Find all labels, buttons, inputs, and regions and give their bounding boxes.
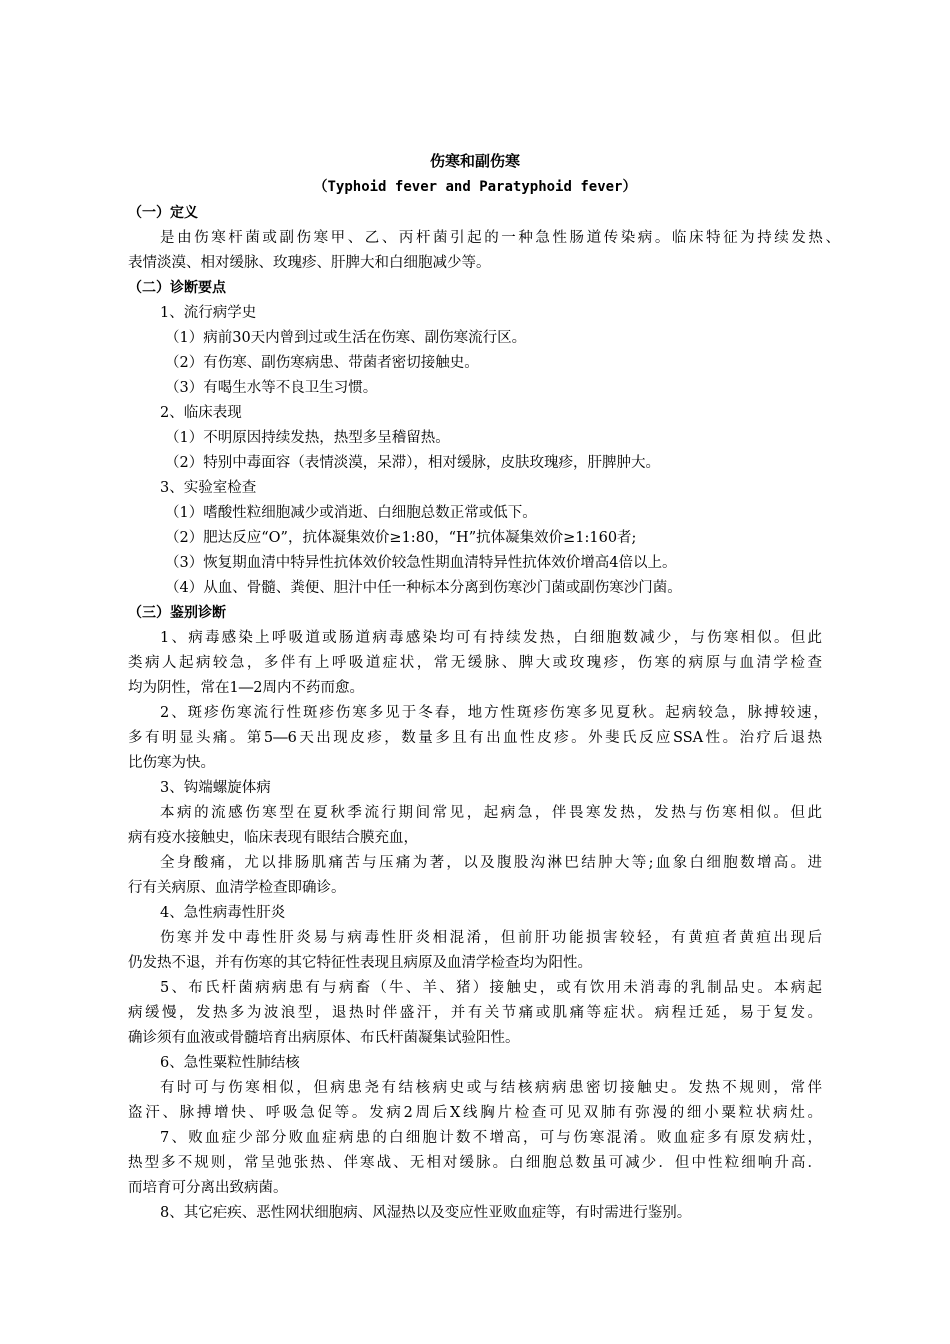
paragraph-line: 病缓慢，发热多为波浪型，退热时伴盛汗，并有关节痛或肌痛等症状。病程迁延，易于复发。 xyxy=(128,1005,822,1021)
list-item: （3）恢复期血清中特异性抗体效价较急性期血清特异性抗体效价增高4倍以上。 xyxy=(165,555,677,571)
paragraph-line: 7、败血症少部分败血症病患的白细胞计数不增高，可与伤寒混淆。败血症多有原发病灶， xyxy=(160,1130,822,1146)
paragraph-line: 是由伤寒杆菌或副伤寒甲、乙、丙杆菌引起的一种急性肠道传染病。临床特征为持续发热、 xyxy=(160,230,840,246)
list-item: （1）不明原因持续发热，热型多呈稽留热。 xyxy=(165,430,450,446)
paragraph-line: 行有关病原、血清学检查即确诊。 xyxy=(128,880,346,896)
paragraph-line: 盗汗、脉搏增快、呼吸急促等。发病2周后X线胸片检查可见双肺有弥漫的细小粟粒状病灶。 xyxy=(128,1105,822,1121)
paragraph-line: 确诊须有血液或骨髓培育出病原体、布氏杆菌凝集试验阳性。 xyxy=(128,1030,520,1046)
paragraph-line: 2、斑疹伤寒流行性斑疹伤寒多见于冬春，地方性斑疹伤寒多见夏秋。起病较急，脉搏较速， xyxy=(160,705,828,721)
section-heading-differential: （三）鉴别诊断 xyxy=(128,605,226,621)
paragraph-line: 热型多不规则，常呈弛张热、伴寒战、无相对缓脉。白细胞总数虽可减少．但中性粒细响升高． xyxy=(128,1155,822,1171)
paragraph-line: 本病的流感伤寒型在夏秋季流行期间常见，起病急，伴畏寒发热，发热与伤寒相似。但此 xyxy=(160,805,822,821)
paragraph-line: 仍发热不退，并有伤寒的其它特征性表现且病原及血清学检查均为阳性。 xyxy=(128,955,592,971)
paragraph-line: 3、钩端螺旋体病 xyxy=(160,780,271,796)
list-item: 1、流行病学史 xyxy=(160,305,257,321)
list-item: （2）肥达反应“O”，抗体凝集效价≥1:80，“H”抗体凝集效价≥1:160者; xyxy=(165,530,637,546)
paragraph-line: 1、病毒感染上呼吸道或肠道病毒感染均可有持续发热，白细胞数减少，与伤寒相似。但此 xyxy=(160,630,822,646)
paragraph-line: 病有疫水接触史，临床表现有眼结合膜充血， xyxy=(128,830,418,846)
section-heading-diagnosis: （二）诊断要点 xyxy=(128,280,226,296)
paragraph-line: 表情淡漠、相对缓脉、玫瑰疹、肝脾大和白细胞减少等。 xyxy=(128,255,491,271)
paragraph-line: 有时可与伤寒相似，但病患尧有结核病史或与结核病病患密切接触史。发热不规则，常伴 xyxy=(160,1080,822,1096)
paragraph-line: 类病人起病较急，多伴有上呼吸道症状，常无缓脉、脾大或玫瑰疹，伤寒的病原与血清学检查 xyxy=(128,655,822,671)
list-item: （1）嗜酸性粒细胞减少或消逝、白细胞总数正常或低下。 xyxy=(165,505,537,521)
document-subtitle: （Typhoid fever and Paratyphoid fever） xyxy=(313,179,637,195)
paragraph-line: 比伤寒为快。 xyxy=(128,755,215,771)
list-item: （2）有伤寒、副伤寒病患、带菌者密切接触史。 xyxy=(165,355,479,371)
list-item: （4）从血、骨髓、粪便、胆汁中任一种标本分离到伤寒沙门菌或副伤寒沙门菌。 xyxy=(165,580,682,596)
paragraph-line: 5、布氏杆菌病病患有与病畜（牛、羊、猪）接触史，或有饮用未消毒的乳制品史。本病起 xyxy=(160,980,822,996)
list-item: （3）有喝生水等不良卫生习惯。 xyxy=(165,380,378,396)
document-title: 伤寒和副伤寒 xyxy=(429,152,520,170)
paragraph-line: 6、急性粟粒性肺结核 xyxy=(160,1055,300,1071)
list-item: 3、实验室检查 xyxy=(160,480,257,496)
paragraph-line: 伤寒并发中毒性肝炎易与病毒性肝炎相混淆，但前肝功能损害较轻，有黄疸者黄疸出现后 xyxy=(160,930,822,946)
paragraph-line: 全身酸痛，尤以排肠肌痛苦与压痛为著，以及腹股沟淋巴结肿大等;血象白细胞数增高。进 xyxy=(160,855,822,871)
list-item: （1）病前30天内曾到过或生活在伤寒、副伤寒流行区。 xyxy=(165,330,527,346)
list-item: 2、临床表现 xyxy=(160,405,242,421)
section-heading-definition: （一）定义 xyxy=(128,205,198,221)
list-item: （2）特别中毒面容（表情淡漠，呆滞），相对缓脉，皮肤玫瑰疹，肝脾肿大。 xyxy=(165,455,660,471)
paragraph-line: 而培育可分离出致病菌。 xyxy=(128,1180,288,1196)
paragraph-line: 多有明显头痛。第5―6天出现皮疹，数量多且有出血性皮疹。外斐氏反应SSA性。治疗后退热 xyxy=(128,730,822,746)
paragraph-line: 4、急性病毒性肝炎 xyxy=(160,905,286,921)
paragraph-line: 均为阴性，常在1―2周内不药而愈。 xyxy=(128,680,364,696)
paragraph-line: 8、其它疟疾、恶性网状细胞病、风湿热以及变应性亚败血症等，有时需进行鉴别。 xyxy=(160,1205,692,1221)
